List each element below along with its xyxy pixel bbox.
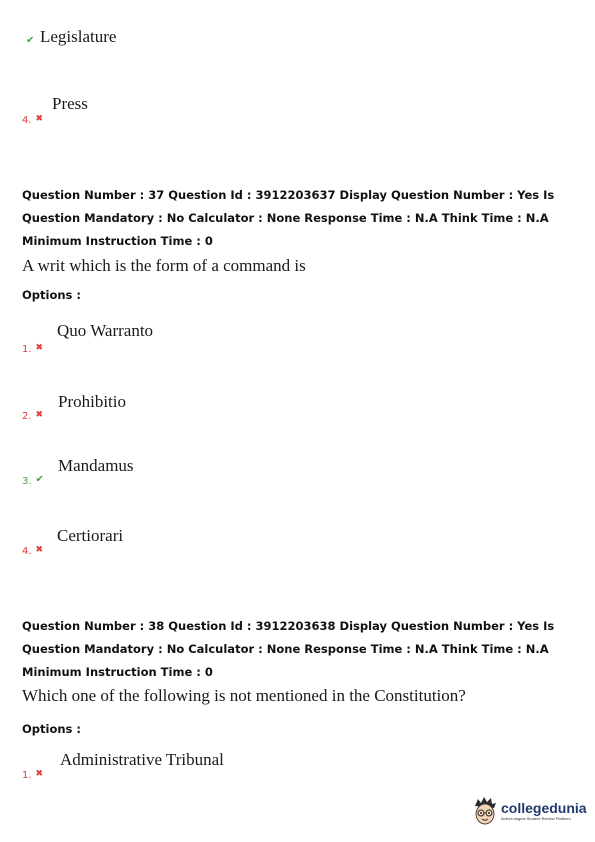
option-number: 1. [22, 344, 32, 355]
option-text: Administrative Tribunal [60, 750, 224, 769]
cross-icon: ✖ [35, 768, 44, 779]
question-meta: Question Number : 37 Question Id : 3912203637 Display Question Number : Yes Is Question Mandatory : No Calculator : None Response Time : N.A Think Time : N.A Minimum Instruction Time : 0 [22, 188, 555, 248]
check-icon: ✔ [35, 473, 44, 485]
question-text: Which one of the following is not mentioned in the Constitution? [22, 686, 466, 705]
option-text: Certiorari [57, 526, 124, 545]
cross-icon: ✖ [35, 409, 44, 420]
check-icon: ✔ [26, 34, 35, 46]
option-text: Legislature [40, 27, 117, 46]
logo-tagline: India's largest Student Review Platform [501, 815, 571, 821]
option-text: Mandamus [58, 456, 134, 475]
option-row [22, 404, 43, 423]
option-row [22, 108, 43, 127]
option-number: 4. [22, 546, 32, 557]
logo-brand: collegedunia [501, 799, 587, 816]
options-label: Options : [22, 722, 81, 736]
question-text: A writ which is the form of a command is [22, 256, 306, 275]
option-number: 2. [22, 411, 32, 422]
cross-icon: ✖ [35, 113, 44, 124]
cross-icon: ✖ [35, 544, 44, 555]
option-number: 1. [22, 770, 32, 781]
option-row [22, 539, 43, 558]
option-text: Prohibitio [58, 392, 127, 411]
collegedunia-logo [472, 796, 587, 826]
option-number: 4. [22, 115, 32, 126]
question-meta: Question Number : 38 Question Id : 3912203638 Display Question Number : Yes Is Question Mandatory : No Calculator : None Response Time : N.A Think Time : N.A Minimum Instruction Time : 0 [22, 619, 555, 679]
option-text: Press [52, 94, 88, 113]
option-number: 3. [22, 476, 32, 487]
cross-icon: ✖ [35, 342, 44, 353]
option-row [22, 30, 34, 49]
option-row [22, 469, 44, 488]
options-label: Options : [22, 288, 81, 302]
option-text: Quo Warranto [57, 321, 154, 340]
option-row [22, 337, 43, 356]
mascot-icon [472, 796, 498, 826]
option-row [22, 763, 43, 782]
